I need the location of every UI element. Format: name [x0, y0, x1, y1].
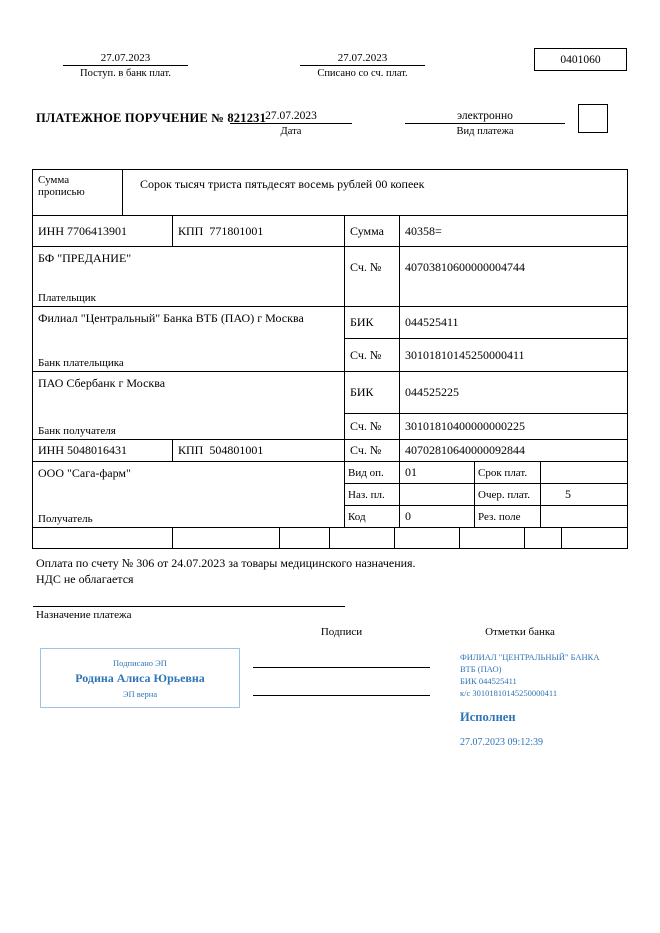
- budget-field-cell: [525, 528, 562, 548]
- payee-bank-account-cell: 30101810400000000225: [400, 414, 627, 440]
- payee-name: ООО "Сага-фарм": [38, 466, 131, 480]
- purpose-underline: [33, 606, 345, 607]
- form-code: 0401060: [560, 53, 601, 66]
- sum-value-cell: 40358=: [400, 216, 627, 247]
- signatures-label: Подписи: [320, 626, 363, 638]
- payee-inn-cell: ИНН 5048016431: [33, 440, 173, 462]
- debited-date: 27.07.2023: [300, 52, 425, 66]
- received-date: 27.07.2023: [63, 52, 188, 66]
- naz-pl-value-cell: [400, 484, 475, 506]
- payee-bank-cell: [33, 372, 345, 440]
- bank-marks-label: Отметки банка: [485, 626, 555, 638]
- vid-op-value-cell: 01: [400, 462, 475, 484]
- payer-bank-account-cell: 30101810145250000411: [400, 339, 627, 372]
- payee-kpp-cell: КПП 504801001: [173, 440, 345, 462]
- payer-bank-name: Филиал "Центральный" Банка ВТБ (ПАО) г Москва: [38, 311, 304, 325]
- payer-bank-cell: [33, 307, 345, 372]
- payee-bank-bik-label-cell: БИК: [345, 372, 400, 414]
- stamp-signed-label: Подписано ЭП: [113, 657, 167, 668]
- received-date-label: Поступ. в банк плат.: [80, 68, 171, 79]
- budget-field-cell: [280, 528, 330, 548]
- stamp-verified-label: ЭП верна: [122, 688, 158, 699]
- payment-kind-field: [405, 110, 565, 137]
- bank-mark-line-1: ФИЛИАЛ "ЦЕНТРАЛЬНЫЙ" БАНКА: [460, 652, 600, 662]
- payee-bank-label: Банк получателя: [38, 425, 116, 437]
- payer-label: Плательщик: [38, 292, 96, 304]
- debited-stamp: [300, 52, 425, 79]
- sum-label-cell: Сумма: [345, 216, 400, 247]
- amount-words-label-cell: Сумма прописью: [33, 170, 123, 216]
- payee-cell: [33, 462, 345, 528]
- bank-mark-line-3: БИК 044525411: [460, 675, 517, 686]
- budget-field-cell: [173, 528, 280, 548]
- srok-plat-value-cell: [541, 462, 627, 484]
- budget-field-cell: [330, 528, 395, 548]
- form-code-box: [534, 48, 627, 71]
- kod-label-cell: Код: [345, 506, 400, 528]
- ocher-plat-label-cell: Очер. плат.: [475, 484, 541, 506]
- purpose-line-2: НДС не облагается: [36, 572, 134, 586]
- document-date-field: [230, 110, 352, 137]
- payer-account-label-cell: Сч. №: [345, 247, 400, 307]
- document-date: 27.07.2023: [230, 110, 352, 124]
- payment-kind: электронно: [405, 110, 565, 124]
- bank-execution-mark: [460, 652, 635, 750]
- received-stamp: [63, 52, 188, 79]
- payer-bank-bik-label-cell: БИК: [345, 307, 400, 339]
- budget-field-cell: [562, 528, 627, 548]
- srok-plat-label-cell: Срок плат.: [475, 462, 541, 484]
- vid-op-label-cell: Вид оп.: [345, 462, 400, 484]
- stamp-signer-name: Родина Алиса Юрьевна: [75, 670, 205, 685]
- document-date-label: Дата: [280, 126, 302, 137]
- bank-mark-status: Исполнен: [460, 709, 516, 724]
- purpose-line-1: Оплата по счету № 306 от 24.07.2023 за товары медицинского назначения.: [36, 556, 416, 570]
- rez-pole-value-cell: [541, 506, 627, 528]
- naz-pl-label-cell: Наз. пл.: [345, 484, 400, 506]
- budget-field-cell: [33, 528, 173, 548]
- bank-mark-timestamp: 27.07.2023 09:12:39: [460, 737, 544, 749]
- payer-kpp-cell: КПП 771801001: [173, 216, 345, 247]
- kod-value-cell: 0: [400, 506, 475, 528]
- purpose-label: Назначение платежа: [36, 609, 132, 621]
- payer-name: БФ "ПРЕДАНИЕ": [38, 251, 132, 265]
- payee-bank-bik-cell: 044525225: [400, 372, 627, 414]
- amount-words-cell: Сорок тысяч триста пятьдесят восемь рублей 00 копеек: [123, 170, 627, 216]
- bank-mark-line-2: ВТБ (ПАО): [460, 663, 502, 674]
- payer-bank-bik-cell: 044525411: [400, 307, 627, 339]
- payment-order-table: [32, 169, 628, 549]
- payee-bank-name: ПАО Сбербанк г Москва: [38, 376, 166, 390]
- ocher-plat-value-cell: 5: [541, 484, 627, 506]
- signature-line-1: [253, 667, 430, 668]
- payee-bank-account-label-cell: Сч. №: [345, 414, 400, 440]
- payer-cell: [33, 247, 345, 307]
- budget-field-cell: [460, 528, 525, 548]
- payer-account-cell: 40703810600000004744: [400, 247, 627, 307]
- payee-account-cell: 40702810640000092844: [400, 440, 627, 462]
- payee-label: Получатель: [38, 513, 93, 525]
- budget-field-cell: [395, 528, 460, 548]
- payment-kind-code-box: [578, 104, 608, 133]
- payer-bank-label: Банк плательщика: [38, 357, 124, 369]
- bank-mark-line-4: к/с 30101810145250000411: [460, 687, 558, 698]
- document-title: ПЛАТЕЖНОЕ ПОРУЧЕНИЕ № 821231: [36, 111, 267, 125]
- payment-kind-label: Вид платежа: [456, 126, 514, 137]
- payer-bank-account-label-cell: Сч. №: [345, 339, 400, 372]
- payee-account-label-cell: Сч. №: [345, 440, 400, 462]
- e-signature-stamp: [40, 648, 240, 708]
- signature-line-2: [253, 695, 430, 696]
- payer-inn-cell: ИНН 7706413901: [33, 216, 173, 247]
- debited-date-label: Списано со сч. плат.: [317, 68, 408, 79]
- rez-pole-label-cell: Рез. поле: [475, 506, 541, 528]
